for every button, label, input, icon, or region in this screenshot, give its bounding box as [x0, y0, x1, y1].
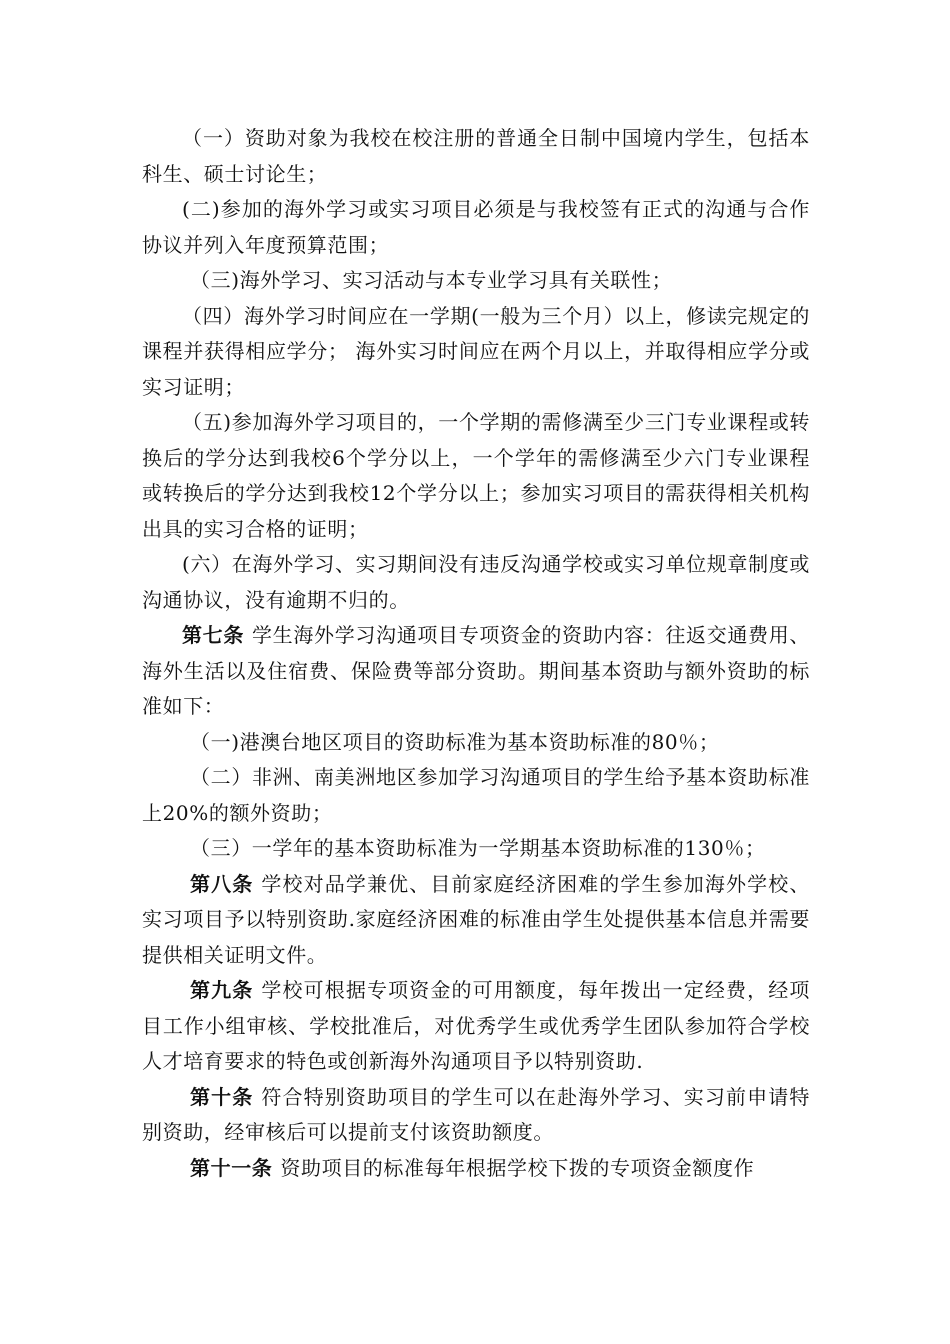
article-text: 符合特别资助项目的学生可以在赴海外学习、实习前申请特别资助，经审核后可以提前支付该资助额度。 — [142, 1084, 810, 1144]
clause-text: (六）在海外学习、实习期间没有违反沟通学校或实习单位规章制度或沟通协议，没有逾期不归的。 — [142, 552, 810, 612]
article-7-item-1 — [142, 725, 810, 761]
article-9 — [142, 973, 810, 1080]
clause-text: （四）海外学习时间应在一学期(一般为三个月）以上，修读完规定的课程并获得相应学分； 海外实习时间应在两个月以上，并取得相应学分或实习证明； — [142, 303, 810, 399]
clause-6 — [142, 547, 810, 618]
article-number: 第七条 — [182, 623, 245, 647]
clause-text: （三）一学年的基本资助标准为一学期基本资助标准的130％； — [190, 836, 766, 860]
article-text: 资助项目的标准每年根据学校下拨的专项资金额度作 — [280, 1155, 755, 1180]
clause-2 — [142, 192, 810, 263]
clause-text: （一)港澳台地区项目的资助标准为基本资助标准的80％； — [190, 729, 720, 754]
article-number: 第十一条 — [190, 1155, 273, 1180]
clause-text: （五)参加海外学习项目的，一个学期的需修满至少三门专业课程或转换后的学分达到我校6个学分以上，一个学年的需修满至少六门专业课程或转换后的学分达到我校12个学分以上；参加实习项目的需获得相关机构出具的实习合格的证明； — [142, 410, 810, 541]
clause-text: （三)海外学习、实习活动与本专业学习具有关联性； — [190, 268, 673, 292]
clause-text: （一）资助对象为我校在校注册的普通全日制中国境内学生，包括本科生、硕士讨论生； — [142, 126, 810, 186]
article-8 — [142, 867, 810, 974]
article-10 — [142, 1080, 810, 1151]
article-7-item-3 — [142, 831, 810, 867]
clause-text: （二）非洲、南美洲地区参加学习沟通项目的学生给予基本资助标准上20%的额外资助； — [142, 765, 810, 825]
document-body — [142, 121, 810, 1186]
article-text: 学校对品学兼优、目前家庭经济困难的学生参加海外学校、实习项目予以特别资助.家庭经济困难的标准由学生处提供基本信息并需要提供相关证明文件。 — [142, 871, 810, 967]
article-11 — [142, 1151, 810, 1187]
article-number: 第十条 — [190, 1084, 254, 1109]
article-text: 学校可根据专项资金的可用额度，每年拨出一定经费，经项目工作小组审核、学校批准后，对优秀学生或优秀学生团队参加符合学校人才培育要求的特色或创新海外沟通项目予以特别资助. — [142, 978, 810, 1073]
article-number: 第九条 — [190, 978, 254, 1002]
article-7-item-2 — [142, 760, 810, 831]
clause-1 — [142, 121, 810, 192]
clause-4 — [142, 299, 810, 406]
article-text: 学生海外学习沟通项目专项资金的资助内容：往返交通费用、海外生活以及住宿费、保险费等部分资助。期间基本资助与额外资助的标准如下： — [142, 623, 810, 718]
clause-text: (二)参加的海外学习或实习项目必须是与我校签有正式的沟通与合作协议并列入年度预算范围； — [142, 197, 810, 257]
article-7 — [142, 618, 810, 725]
clause-3 — [142, 263, 810, 299]
article-number: 第八条 — [190, 871, 254, 896]
clause-5 — [142, 405, 810, 547]
